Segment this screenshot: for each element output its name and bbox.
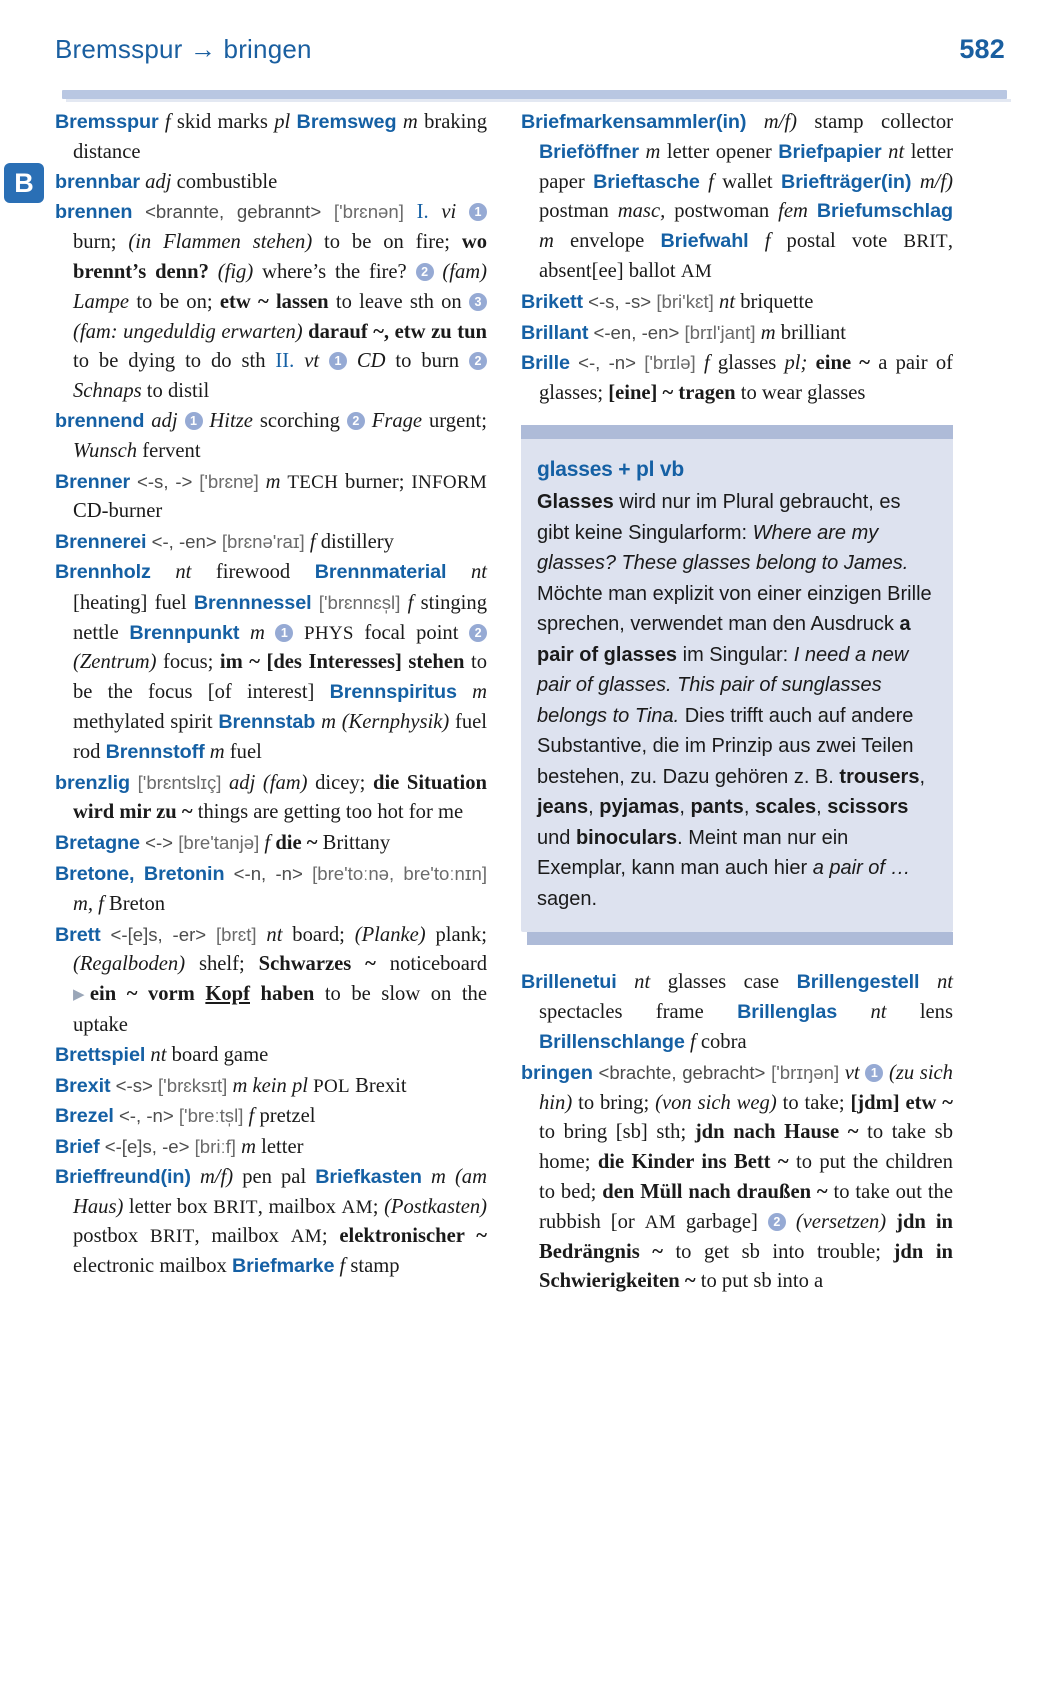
translation: to take out the rubbish [or [539,1181,953,1233]
subject-label: INFORM [411,471,488,493]
inflection: <-> [145,832,174,854]
headword: Brett [55,923,101,946]
translation: Brittany [322,832,391,855]
entry-bremsspur [55,108,487,168]
translation: to distil [146,380,210,403]
headword: Brezel [55,1105,114,1128]
translation: urgent; [428,409,487,432]
headword: Brieftasche [593,170,700,193]
headword: Brettspiel [55,1043,146,1066]
translation: lens [919,1001,953,1024]
gram-label: f [248,1105,255,1128]
sense-number-2: 2 [469,624,487,642]
sense-number-1: 1 [275,624,293,642]
translation: Brexit [355,1074,407,1097]
sense-number-2: 2 [469,352,487,370]
inflection: <-, -n> [578,352,636,374]
gram-label: vi [441,201,457,224]
inflection: <-[e]s, -e> [104,1136,190,1158]
example-de: wo brennt’s denn? [73,231,487,283]
translation: combustible [176,170,278,193]
headword: Brillant [521,321,589,344]
headword: Brennstoff [105,740,205,763]
headword: Brennholz [55,560,151,583]
left-column [55,108,487,1282]
translation: letter paper [539,140,953,193]
translation: postbox [73,1225,139,1248]
usage-note-title: glasses + pl vb [537,457,684,481]
gram-label: f [689,1031,696,1054]
gram-label: m [645,140,661,163]
gram-label: f [309,531,316,554]
context-note: (Regalboden) [73,953,186,976]
translation: postal vote [786,230,888,253]
entry-brenner [55,467,487,528]
gram-label: m/f) [919,170,953,193]
gram-label: m [760,321,776,344]
sense-number-2: 2 [768,1213,786,1231]
right-column [521,108,953,1297]
example-de: jdn in Bedrängnis ~ [539,1210,953,1263]
translation: distillery [320,531,394,554]
translation: , mailbox [194,1225,279,1248]
translation: postwoman [674,200,770,223]
gram-label: f [708,170,714,193]
context-note: Wunsch [73,439,138,462]
translation: to take; [782,1091,845,1114]
headword: Briefträger(in) [781,170,912,193]
headword: Briefmarke [231,1255,335,1278]
sense-number-1: 1 [865,1064,883,1082]
headword: brennen [55,201,133,224]
headword: Briefumschlag [816,200,953,223]
context-note: (zu sich hin) [539,1061,953,1114]
translation: to wear glasses [740,382,866,405]
context-note: Frage [371,409,423,432]
headword: Briefwahl [660,230,749,253]
translation: glasses case [667,971,780,994]
translation: cobra [700,1031,747,1054]
example-de: den Müll nach draußen ~ [602,1181,828,1204]
headword: Brief [55,1136,100,1159]
context-note: (fam: ungeduldig erwarten) [73,320,303,343]
translation: pretzel [259,1105,316,1128]
headword: Brillengestell [796,971,920,994]
regional-label: BRIT [213,1196,258,1218]
usage-note-box [521,425,953,933]
sense-number-2: 2 [416,263,434,281]
translation: garbage] [685,1210,758,1233]
translation: focal point [364,621,459,644]
gram-label: m [209,740,225,763]
translation: dicey; [315,771,366,794]
translation: plank; [435,923,487,946]
headword: Brennerei [55,531,147,554]
translation: board; [292,923,345,946]
translation: fervent [142,439,201,462]
translation: scorching [259,409,340,432]
pronunciation: [briːf] [194,1136,236,1158]
entry-brieffreund-group: Brieffreund(in) m/f) pen pal Briefkasten m (am Haus) letter box BRIT, mailbox AM; (Postkasten) postbox BRIT, mailbox AM; elektronischer ~ electronic mailbox Briefmarke f stamp [55,1165,488,1278]
translation: where’s the fire? [262,260,407,283]
gram-label: nt [470,560,488,583]
entry-brief [55,1132,487,1163]
translation: postman [539,200,609,223]
gram-label: m [539,230,554,253]
translation: to be slow on the uptake [73,983,487,1036]
translation: braking distance [73,111,487,163]
pronunciation: ['brɪlə] [644,352,696,374]
translation: glasses [717,352,777,375]
headword: brenzlig [55,771,131,794]
headword: Brieföffner [539,140,640,163]
example-de: die Situation wird mir zu ~ [73,771,487,824]
context-note: (von sich weg) [655,1091,777,1114]
translation: to put sb into a [700,1270,824,1293]
gram-label: f [407,591,414,614]
gram-label: adj [151,409,178,432]
translation: to be on fire; [324,231,450,254]
gram-label: f [764,230,771,253]
example-de: jdn nach Hause ~ [694,1121,859,1144]
translation: things are getting too hot for me [197,801,464,824]
sense-number-2: 2 [347,412,365,430]
pronunciation: [bre'toːnə, bre'toːnɪn] [312,862,487,884]
translation: to be the focus [of interest] [73,651,487,704]
entry-brille [521,348,953,409]
header-rule [62,90,1007,99]
entry-brennen [55,197,487,407]
inflection: <brannte, gebrannt> [145,201,322,223]
pronunciation: ['brɛnnɛs̩l] [318,591,401,613]
context-note: (in Flammen stehen) [128,231,313,254]
translation: fuel rod [73,710,488,763]
translation: to be on; [136,290,213,313]
run-on-headword: Bremsweg [296,111,397,133]
gram-label: m/f) [763,111,797,133]
entry-bringen [521,1058,953,1297]
pronunciation: ['brɛnɐ] [199,470,259,492]
headword: Brennnessel [193,591,312,614]
translation: electronic mailbox [73,1255,227,1278]
gram-label: nt [266,923,283,946]
entry-brennend [55,407,487,467]
translation: to bring; [578,1091,650,1114]
translation: shelf; [198,953,245,976]
inflection: <-en, -en> [593,321,680,343]
pronunciation: [brɛnə'raɪ] [221,531,305,553]
translation: stamp [350,1255,400,1278]
gram-label: nt [719,290,736,313]
page-number: 582 [959,34,1005,64]
translation: fuel [229,740,262,763]
headword: Brennpunkt [129,621,240,644]
translation: to put the children to bed; [539,1151,953,1204]
inflection: <-s, -> [136,470,193,492]
example-de: elektronischer ~ [339,1225,487,1248]
headword: Briefkasten [315,1165,422,1188]
translation: noticeboard [389,953,487,976]
translation: , mailbox [257,1195,336,1218]
context-note: (am Haus) [73,1165,487,1218]
headword: Bretone, Bretonin [55,862,225,885]
translation: to bring [sb] sth; [539,1121,687,1144]
translation: burn; [73,231,117,254]
sense-number-1: 1 [469,203,487,221]
translation: stinging nettle [73,591,487,644]
translation: briquette [740,290,814,313]
context-note: Hitze [209,409,253,432]
regional-label: AM [680,260,713,282]
note-spacer [521,946,953,968]
gram-label: pl [274,111,291,133]
translation: , absent[ee] ballot [539,230,954,282]
inflection: <-, -en> [151,531,217,553]
regional-label: AM [341,1196,373,1218]
translation: to be dying to do sth [73,350,266,373]
regional-label: AM [644,1211,676,1233]
example-de: die ~ [275,832,318,855]
subject-label: PHYS [304,622,354,644]
context-note: (Planke) [354,923,426,946]
headword: Brikett [521,290,583,313]
running-head-range: Bremsspur → bringen [55,34,312,64]
gram-label: nt [634,971,651,994]
pronunciation: [bre'tanjə] [178,832,260,854]
gram-label: vt [844,1061,860,1084]
translation: envelope [569,230,645,253]
inflection: <-s, -s> [588,290,652,312]
translation: to take sb home; [539,1121,953,1174]
entry-brillenetui-group [521,968,953,1057]
idiom-marker-icon: ▶ [73,987,90,1004]
translation: a pair of glasses; [539,352,954,405]
entry-brezel [55,1101,487,1132]
example-de-keyword: Kopf [205,983,250,1006]
sense-number-1: 1 [329,352,347,370]
entry-brexit [55,1071,487,1102]
headword: brennbar [55,170,140,193]
gram-label: m [402,111,418,133]
gram-label: nt [888,140,905,163]
translation: board game [171,1043,269,1066]
headword: Briefmarkensammler(in) [521,111,747,133]
context-note: (Zentrum) [73,651,157,674]
gram-label: nt [150,1043,167,1066]
translation: Breton [109,892,166,915]
gram-label: vt [304,350,320,373]
pronunciation: ['breːts̩l] [178,1105,244,1127]
translation: letter opener [666,140,772,163]
gram-label: pl; [784,352,808,375]
running-head [55,34,1005,65]
entry-brennholz-group [55,558,487,768]
translation: to leave sth on [335,290,462,313]
pronunciation: [brɪl'jant] [684,321,756,343]
pronunciation: ['brɛnən] [333,201,404,223]
headword: Brennspiritus [329,681,457,704]
headword: Briefpapier [778,140,882,163]
translation: to get sb into trouble; [675,1240,882,1263]
entry-briefmarkensammler-group [521,108,953,287]
entry-brettspiel [55,1041,487,1071]
gram-label: masc, [617,200,666,223]
headword: Bremsspur [55,111,159,133]
translation: firewood [215,560,291,583]
subject-label: TECH [287,471,339,493]
context-note: (versetzen) [795,1210,887,1233]
translation: pen pal [242,1165,307,1188]
translation: brilliant [780,321,846,344]
gram-label: m [321,710,336,733]
example-de: ein ~ vorm Kopf haben [89,983,315,1006]
gram-label: nt [870,1001,887,1024]
pronunciation: [brɛt] [216,923,257,945]
register-label: (fig) [217,260,254,283]
example-de: [jdm] etw ~ [850,1091,954,1114]
example-de: im ~ [des Interesses] stehen [219,651,465,674]
gram-label: f [264,832,271,855]
sense-number-3: 3 [469,293,487,311]
gram-label: fem [778,200,808,223]
headword: Bretagne [55,832,140,855]
roman-numeral: I. [416,201,429,224]
translation: burner; [345,470,405,493]
gram-label: nt [936,971,954,994]
gram-label: adj [145,170,172,193]
gram-label: m [430,1165,446,1188]
regional-label: AM [290,1226,322,1248]
sense-number-1: 1 [185,412,203,430]
translation: stamp collector [814,111,953,133]
inflection: <-n, -n> [233,862,303,884]
translation: [heating] fuel [73,591,187,614]
gram-label: m kein pl [232,1074,308,1097]
headword: Brennstab [218,710,316,733]
inflection: <-[e]s, -er> [110,923,207,945]
example-de: [eine] ~ tragen [608,382,736,405]
pronunciation: [bri'kɛt] [656,290,714,312]
regional-label: BRIT [150,1226,195,1248]
pronunciation: ['brɛntslɪç] [137,771,222,793]
context-note: (Kernphysik) [341,710,450,733]
gram-label: nt [175,560,192,583]
translation: to burn [395,350,460,373]
headword: bringen [521,1061,593,1084]
entry-brennerei [55,527,487,558]
entry-brenzlig [55,768,487,829]
example-de: die Kinder ins Bett ~ [597,1151,789,1174]
context-note: Schnaps [73,380,142,403]
example-de: darauf ~, etw zu tun [308,320,487,343]
gram-label: m [265,470,281,493]
translation: skid marks [176,111,268,133]
inflection: <brachte, gebracht> [598,1061,766,1083]
inflection: <-s> [115,1074,153,1096]
entry-bretone [55,859,487,920]
context-note: (fam) Lampe [73,260,488,313]
example-de: Schwarzes ~ [258,953,376,976]
headword: Brenner [55,470,131,493]
example-de: eine ~ [815,352,871,375]
headword: Brillenglas [737,1001,838,1024]
entry-bretagne [55,828,487,859]
pronunciation: ['brɛksɪt] [158,1074,228,1096]
gram-label: f [164,111,171,133]
gram-label: m, f [73,892,104,915]
gram-label: m [472,681,487,704]
gram-label: m/f) [199,1165,234,1188]
translation: focus; [163,651,214,674]
translation: wallet [722,170,773,193]
gram-label: f [339,1255,346,1278]
entry-brikett [521,287,953,318]
subject-label: POL [313,1075,350,1097]
gram-label: f [703,352,710,375]
gram-label: m [249,621,265,644]
entry-brennbar [55,168,487,198]
thumb-index-tab: B [4,163,44,203]
entry-brillant [521,318,953,349]
gram-label: m [241,1136,256,1159]
context-note: CD [356,350,386,373]
headword: brennend [55,409,145,432]
inflection: <-, -n> [118,1105,174,1127]
headword: Brennmaterial [314,560,447,583]
translation: spectacles frame [539,1001,704,1024]
headword: Brillenetui [521,971,617,994]
translation: methylated spirit [73,710,213,733]
gram-label: adj (fam) [229,771,308,794]
column-container [0,108,1063,1698]
usage-note-body: Glasses wird nur im Plural gebraucht, es gibt keine Singularform: Where are my glasses? These glasses belong to James. Möchte man explizit von einer einzigen Brille sprechen, verwendet man den Ausdruck a pair of glasses im Singular: I need a new pair of glasses. This pair of sunglasses belongs to Tina. Dies trifft auch auf andere Substantive, die im Prinzip aus zwei Teilen bestehen, zu. Dazu gehören z. B. trousers, jeans, pyjamas, pants, scales, scissors und binoculars. Meint man nur ein Exemplar, kann man auch hier a pair of … sagen. [537,491,932,910]
pronunciation: ['brɪŋən] [771,1061,840,1083]
regional-label: BRIT [903,231,948,253]
translation: CD-burner [73,500,163,523]
example-de: jdn in Schwierigkeiten ~ [539,1240,953,1293]
headword: Brexit [55,1074,111,1097]
roman-numeral: II. [275,350,295,373]
translation: letter [261,1136,304,1159]
translation: letter box [128,1195,208,1218]
headword: Brieffreund(in) [55,1165,191,1188]
example-de: etw ~ lassen [219,290,329,313]
headword: Brille [521,352,570,375]
context-note: (Postkasten) [384,1195,488,1218]
entry-brett [55,920,487,1041]
headword: Brillenschlange [539,1031,685,1054]
